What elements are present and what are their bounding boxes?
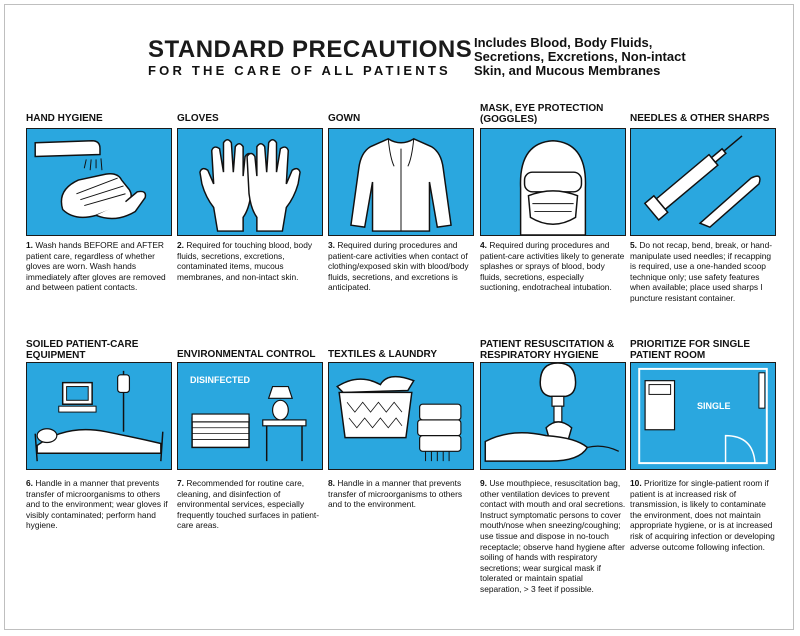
card-body: Do not recap, bend, break, or hand-manipulate used needles; if recapping is required, use a one-handed scoop technique only; use safety features when available; place used sharps I puncture resistant container.: [630, 240, 773, 303]
card-number: 4.: [480, 240, 487, 250]
card-title: PATIENT RESUSCITATION & RESPIRATORY HYGIENE: [480, 339, 615, 361]
card-title: SOILED PATIENT-CARE EQUIPMENT: [26, 339, 139, 361]
card-text: [177, 240, 323, 282]
card-body: Required for touching blood, body fluids, secretions, excretions, contaminated items, mucous membranes, and non-intact skin.: [177, 240, 313, 282]
card-text: [480, 478, 626, 595]
hand-washing-icon: [26, 128, 172, 236]
page-subtitle: FOR THE CARE OF ALL PATIENTS: [148, 63, 451, 78]
card-body: Handle in a manner that prevents transfer of microorganisms to others and to the environment.: [328, 478, 463, 510]
card-title: PRIORITIZE FOR SINGLE PATIENT ROOM: [630, 339, 751, 361]
card-number: 9.: [480, 478, 487, 488]
card-title: NEEDLES & OTHER SHARPS: [630, 113, 770, 124]
card-body: Use mouthpiece, resuscitation bag, other ventilation devices to prevent contact with mouth and oral secretions. Instruct symptomatic persons to cover mouth/nose when sneezing/coughing; use tissue and dispose in no-touch receptacle; observe hand hygiene after soiling of hands with respiratory secretions; wear surgical mask if tolerated or maintain spatial separation, > 3 feet if possible.: [480, 478, 626, 594]
card-title: GLOVES: [177, 113, 219, 124]
card-text: [177, 478, 323, 531]
card-number: 1.: [26, 240, 33, 250]
card-text: [328, 240, 474, 293]
card-body: Handle in a manner that prevents transfer of microorganisms to others and to the environment; wear gloves if visibly contaminated; perform hand hygiene.: [26, 478, 168, 531]
card-text: [630, 240, 776, 304]
card-title: HAND HYGIENE: [26, 113, 103, 124]
card-title: MASK, EYE PROTECTION (GOGGLES): [480, 103, 604, 125]
card-number: 2.: [177, 240, 184, 250]
card-text: [480, 240, 626, 293]
card-number: 5.: [630, 240, 637, 250]
single-room-floorplan-icon: [630, 362, 776, 470]
disinfected-room-icon: [177, 362, 323, 470]
card-number: 10.: [630, 478, 642, 488]
poster-header: [0, 0, 800, 90]
laundry-basket-icon: [328, 362, 474, 470]
single-room-label: SINGLE: [697, 401, 731, 411]
card-text: [26, 478, 172, 531]
card-body: Wash hands BEFORE and AFTER patient care, regardless of whether gloves are worn. Wash hands immediately after gloves are removed and between patient contacts.: [26, 240, 166, 293]
includes-note: Includes Blood, Body Fluids, Secretions, Excretions, Non-intact Skin, and Mucous Membranes: [474, 35, 686, 78]
card-title: GOWN: [328, 113, 361, 124]
card-title: ENVIRONMENTAL CONTROL: [177, 349, 316, 360]
syringe-scalpel-icon: [630, 128, 776, 236]
card-body: Required during procedures and patient-care activities likely to generate splashes or sprays of blood, body fluids, secretions, especially suctioning, endotracheal intubation.: [480, 240, 625, 293]
gloves-icon: [177, 128, 323, 236]
page-title: STANDARD PRECAUTIONS: [148, 36, 473, 63]
mask-goggles-icon: [480, 128, 626, 236]
card-number: 7.: [177, 478, 184, 488]
disinfected-label: DISINFECTED: [190, 375, 251, 385]
card-body: Required during procedures and patient-care activities when contact of clothing/exposed skin with blood/body fluids, secretions, and excretions is anticipated.: [328, 240, 469, 293]
patient-bed-equipment-icon: [26, 362, 172, 470]
resuscitation-bag-icon: [480, 362, 626, 470]
card-text: [328, 478, 474, 510]
card-text: [26, 240, 172, 293]
card-body: Prioritize for single-patient room if patient is at increased risk of transmission, is likely to contaminate the environment, does not maintain appropriate hygiene, or is at increased risk of acquiring infection or developing adverse outcome following infection.: [630, 478, 775, 552]
card-text: [630, 478, 776, 552]
card-number: 8.: [328, 478, 335, 488]
card-body: Recommended for routine care, cleaning, and disinfection of environmental services, especially frequently touched surfaces in patient-care areas.: [177, 478, 319, 531]
gown-icon: [328, 128, 474, 236]
card-title: TEXTILES & LAUNDRY: [328, 349, 438, 360]
card-number: 3.: [328, 240, 335, 250]
card-number: 6.: [26, 478, 33, 488]
